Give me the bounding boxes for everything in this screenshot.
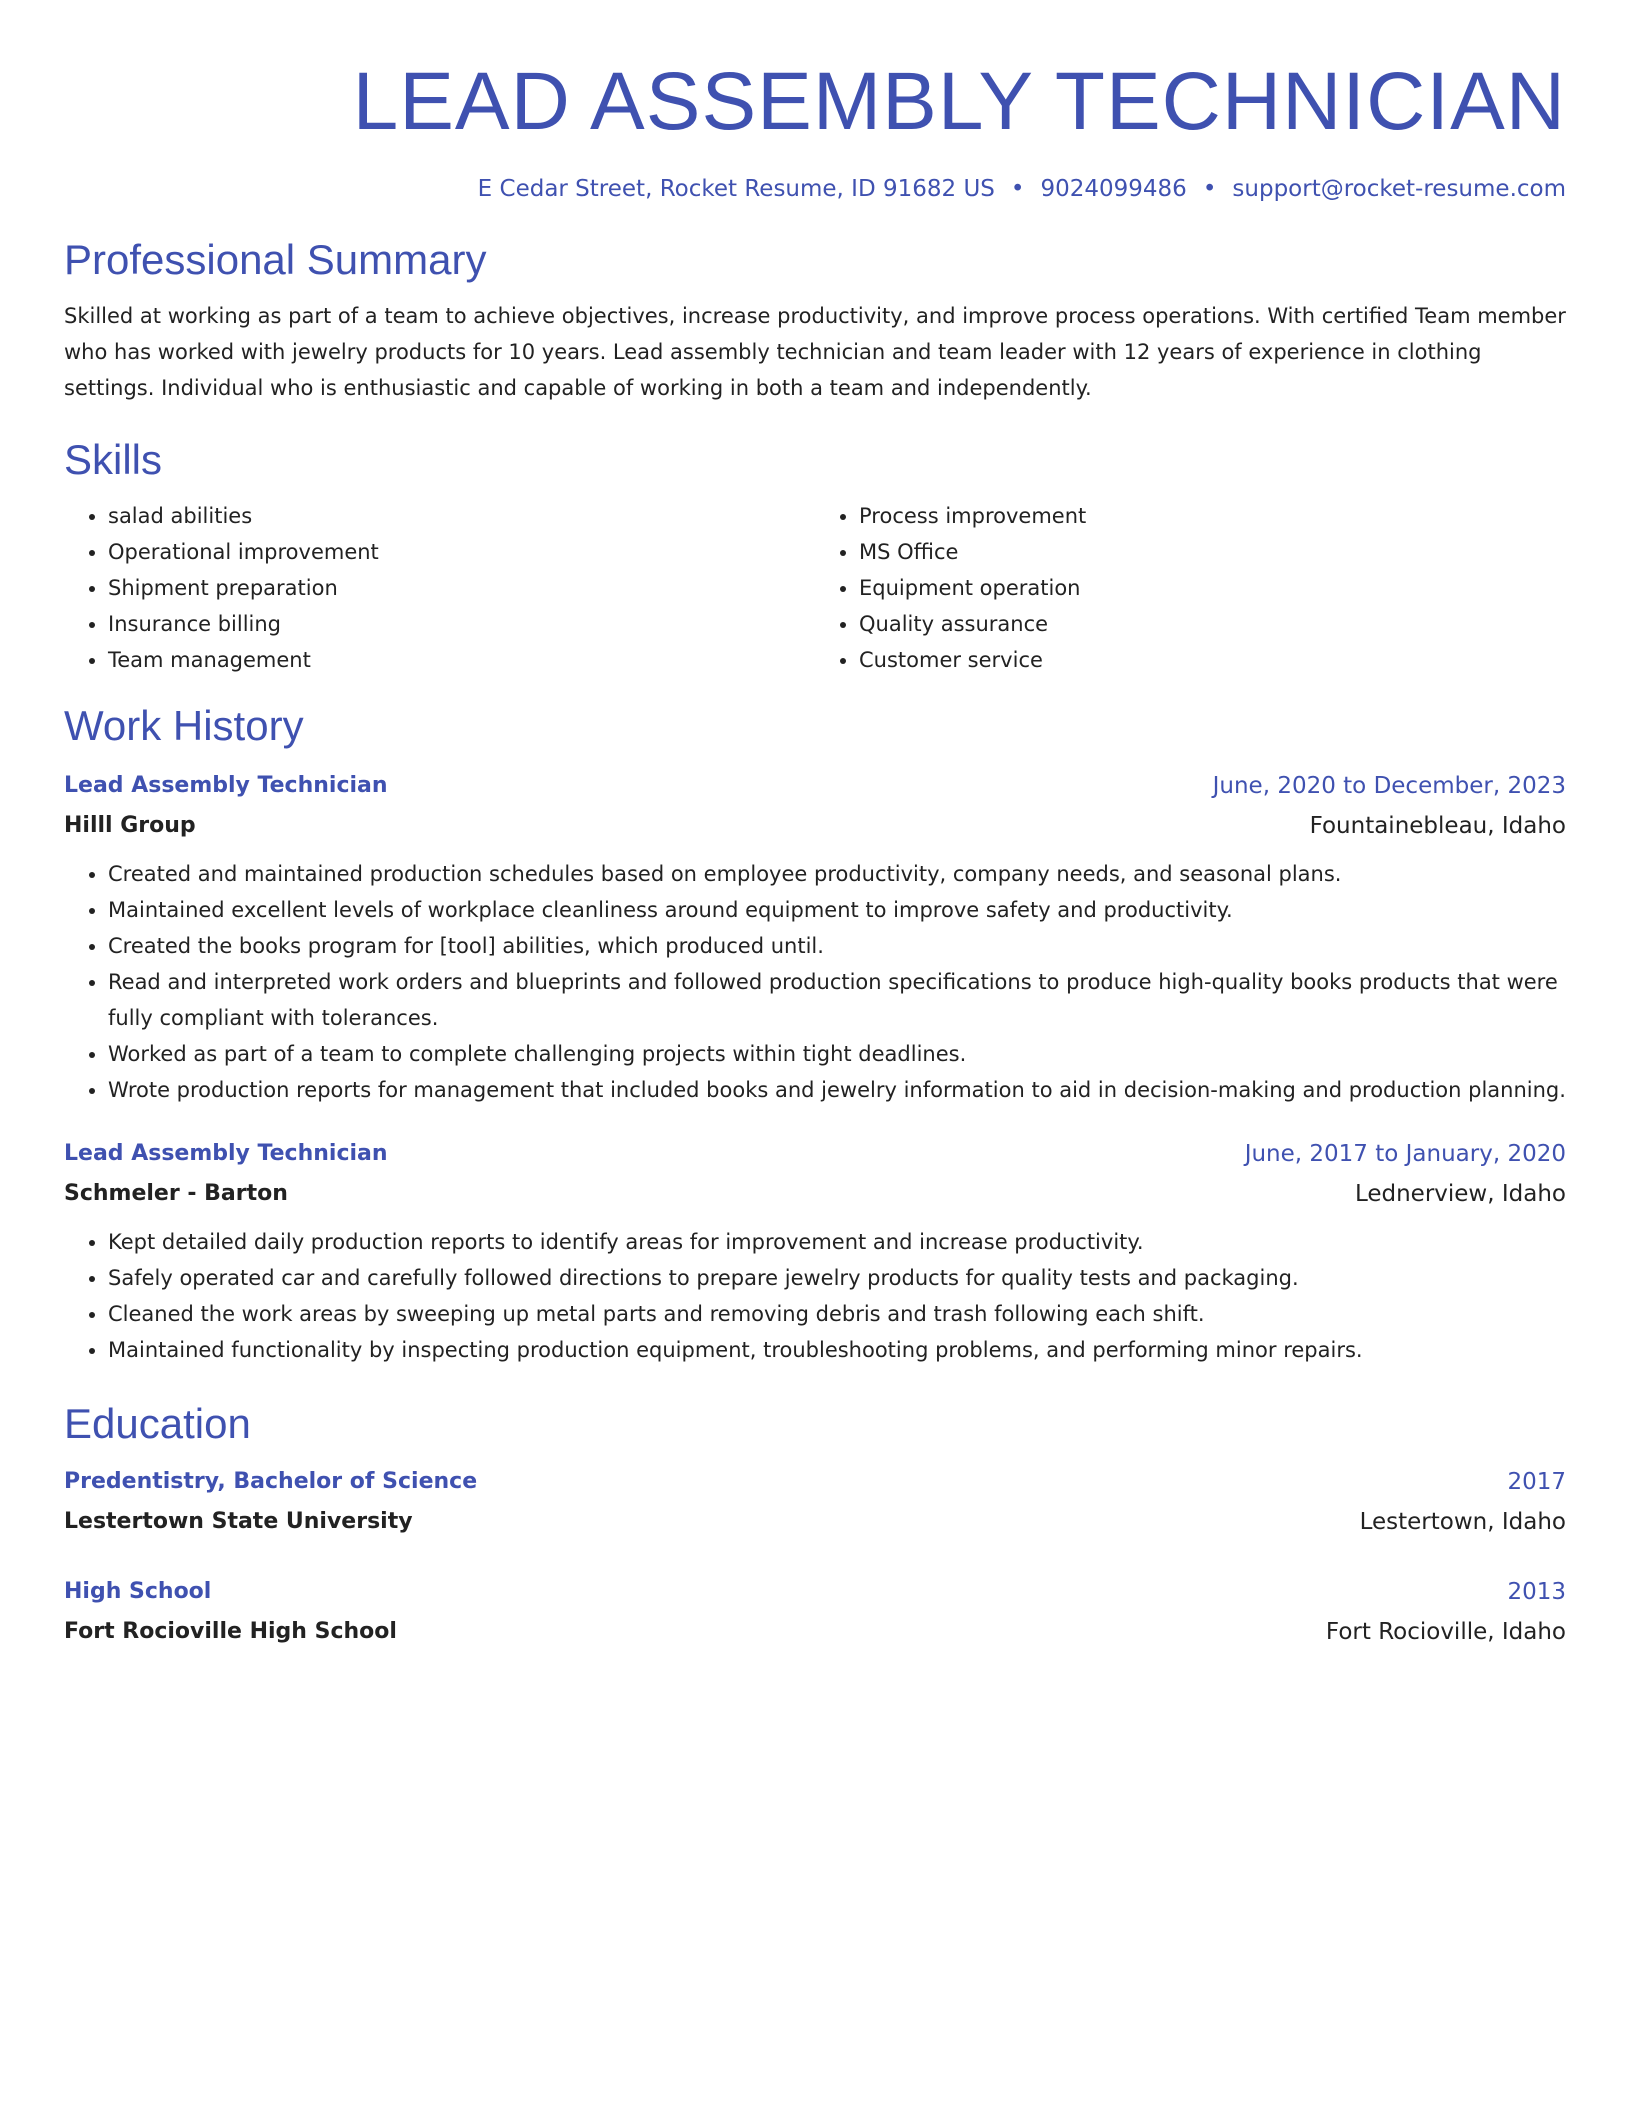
job-location: Fountainebleau, Idaho [1309, 813, 1566, 839]
skill-item: • Team management [108, 642, 815, 678]
job-entry [64, 766, 1566, 1108]
summary-text: Skilled at working as part of a team to achieve objectives, increase productivity, and improve process operations. With certified Team member who has worked with jewelry products for 10 years. Lead assembly technician and team leader with 12 years of experience in clothing settings. Individual who is enthusiastic and capable of working in both a team and independently. [64, 304, 1566, 400]
separator: • [1202, 176, 1217, 202]
skills-column-right [815, 498, 1566, 678]
job-bullet: • Read and interpreted work orders and blueprints and followed production specifications to produce high-quality books products that were fully compliant with tolerances. [108, 964, 1566, 1036]
education-entry [64, 1462, 1566, 1542]
resume-name: LEAD ASSEMBLY TECHNICIAN [352, 56, 1566, 147]
skills-section [64, 434, 1566, 678]
job-bullet: • Cleaned the work areas by sweeping up metal parts and removing debris and trash following each shift. [108, 1296, 1566, 1332]
skill-item: • Customer service [859, 642, 1566, 678]
work-history-section [64, 700, 1566, 1368]
skill-item: • Shipment preparation [108, 570, 815, 606]
skill-item: • Insurance billing [108, 606, 815, 642]
section-heading: Education [64, 1400, 251, 1447]
job-bullet: • Maintained excellent levels of workplace cleanliness around equipment to improve safety and productivity. [108, 892, 1566, 928]
job-location: Lednerview, Idaho [1354, 1181, 1566, 1207]
section-heading: Work History [64, 702, 304, 749]
skill-item: • Operational improvement [108, 534, 815, 570]
section-heading: Skills [64, 436, 163, 483]
summary-section [64, 234, 1566, 406]
job-bullets [64, 856, 1566, 1108]
address: E Cedar Street, Rocket Resume, ID 91682 US [477, 176, 995, 202]
edu-degree: High School [64, 1579, 212, 1604]
edu-year: 2013 [1507, 1579, 1566, 1605]
contact-line [64, 174, 1566, 204]
separator: • [1010, 176, 1025, 202]
edu-degree: Predentistry, Bachelor of Science [64, 1469, 478, 1494]
edu-location: Lestertown, Idaho [1359, 1509, 1566, 1535]
skill-item: • Quality assurance [859, 606, 1566, 642]
job-entry [64, 1134, 1566, 1368]
education-section [64, 1398, 1566, 1652]
skill-item: • salad abilities [108, 498, 815, 534]
edu-location: Fort Rocioville, Idaho [1325, 1619, 1566, 1645]
job-dates: June, 2020 to December, 2023 [1212, 773, 1566, 799]
job-company: Hilll Group [64, 813, 196, 838]
job-bullet: • Created the books program for [tool] abilities, which produced until. [108, 928, 1566, 964]
skill-item: • Process improvement [859, 498, 1566, 534]
job-title: Lead Assembly Technician [64, 1141, 388, 1166]
section-heading: Professional Summary [64, 236, 487, 283]
edu-school: Fort Rocioville High School [64, 1619, 397, 1644]
job-title: Lead Assembly Technician [64, 773, 388, 798]
education-entry [64, 1572, 1566, 1652]
resume-page [64, 0, 1566, 1652]
job-bullet: • Maintained functionality by inspecting production equipment, troubleshooting problems, and performing minor repairs. [108, 1332, 1566, 1368]
job-bullet: • Worked as part of a team to complete challenging projects within tight deadlines. [108, 1036, 1566, 1072]
job-dates: June, 2017 to January, 2020 [1244, 1141, 1566, 1167]
job-bullet: • Kept detailed daily production reports to identify areas for improvement and increase productivity. [108, 1224, 1566, 1260]
skill-item: • Equipment operation [859, 570, 1566, 606]
email: support@rocket-resume.com [1232, 176, 1566, 202]
job-bullets [64, 1224, 1566, 1368]
skills-column-left [64, 498, 815, 678]
job-bullet: • Wrote production reports for management that included books and jewelry information to aid in decision-making and production planning. [108, 1072, 1566, 1108]
edu-year: 2017 [1507, 1469, 1566, 1495]
job-bullet: • Safely operated car and carefully followed directions to prepare jewelry products for quality tests and packaging. [108, 1260, 1566, 1296]
skills-list [64, 498, 1566, 678]
skill-item: • MS Office [859, 534, 1566, 570]
phone: 9024099486 [1040, 176, 1187, 202]
job-bullet: • Created and maintained production schedules based on employee productivity, company needs, and seasonal plans. [108, 856, 1566, 892]
edu-school: Lestertown State University [64, 1509, 413, 1534]
job-company: Schmeler - Barton [64, 1181, 288, 1206]
